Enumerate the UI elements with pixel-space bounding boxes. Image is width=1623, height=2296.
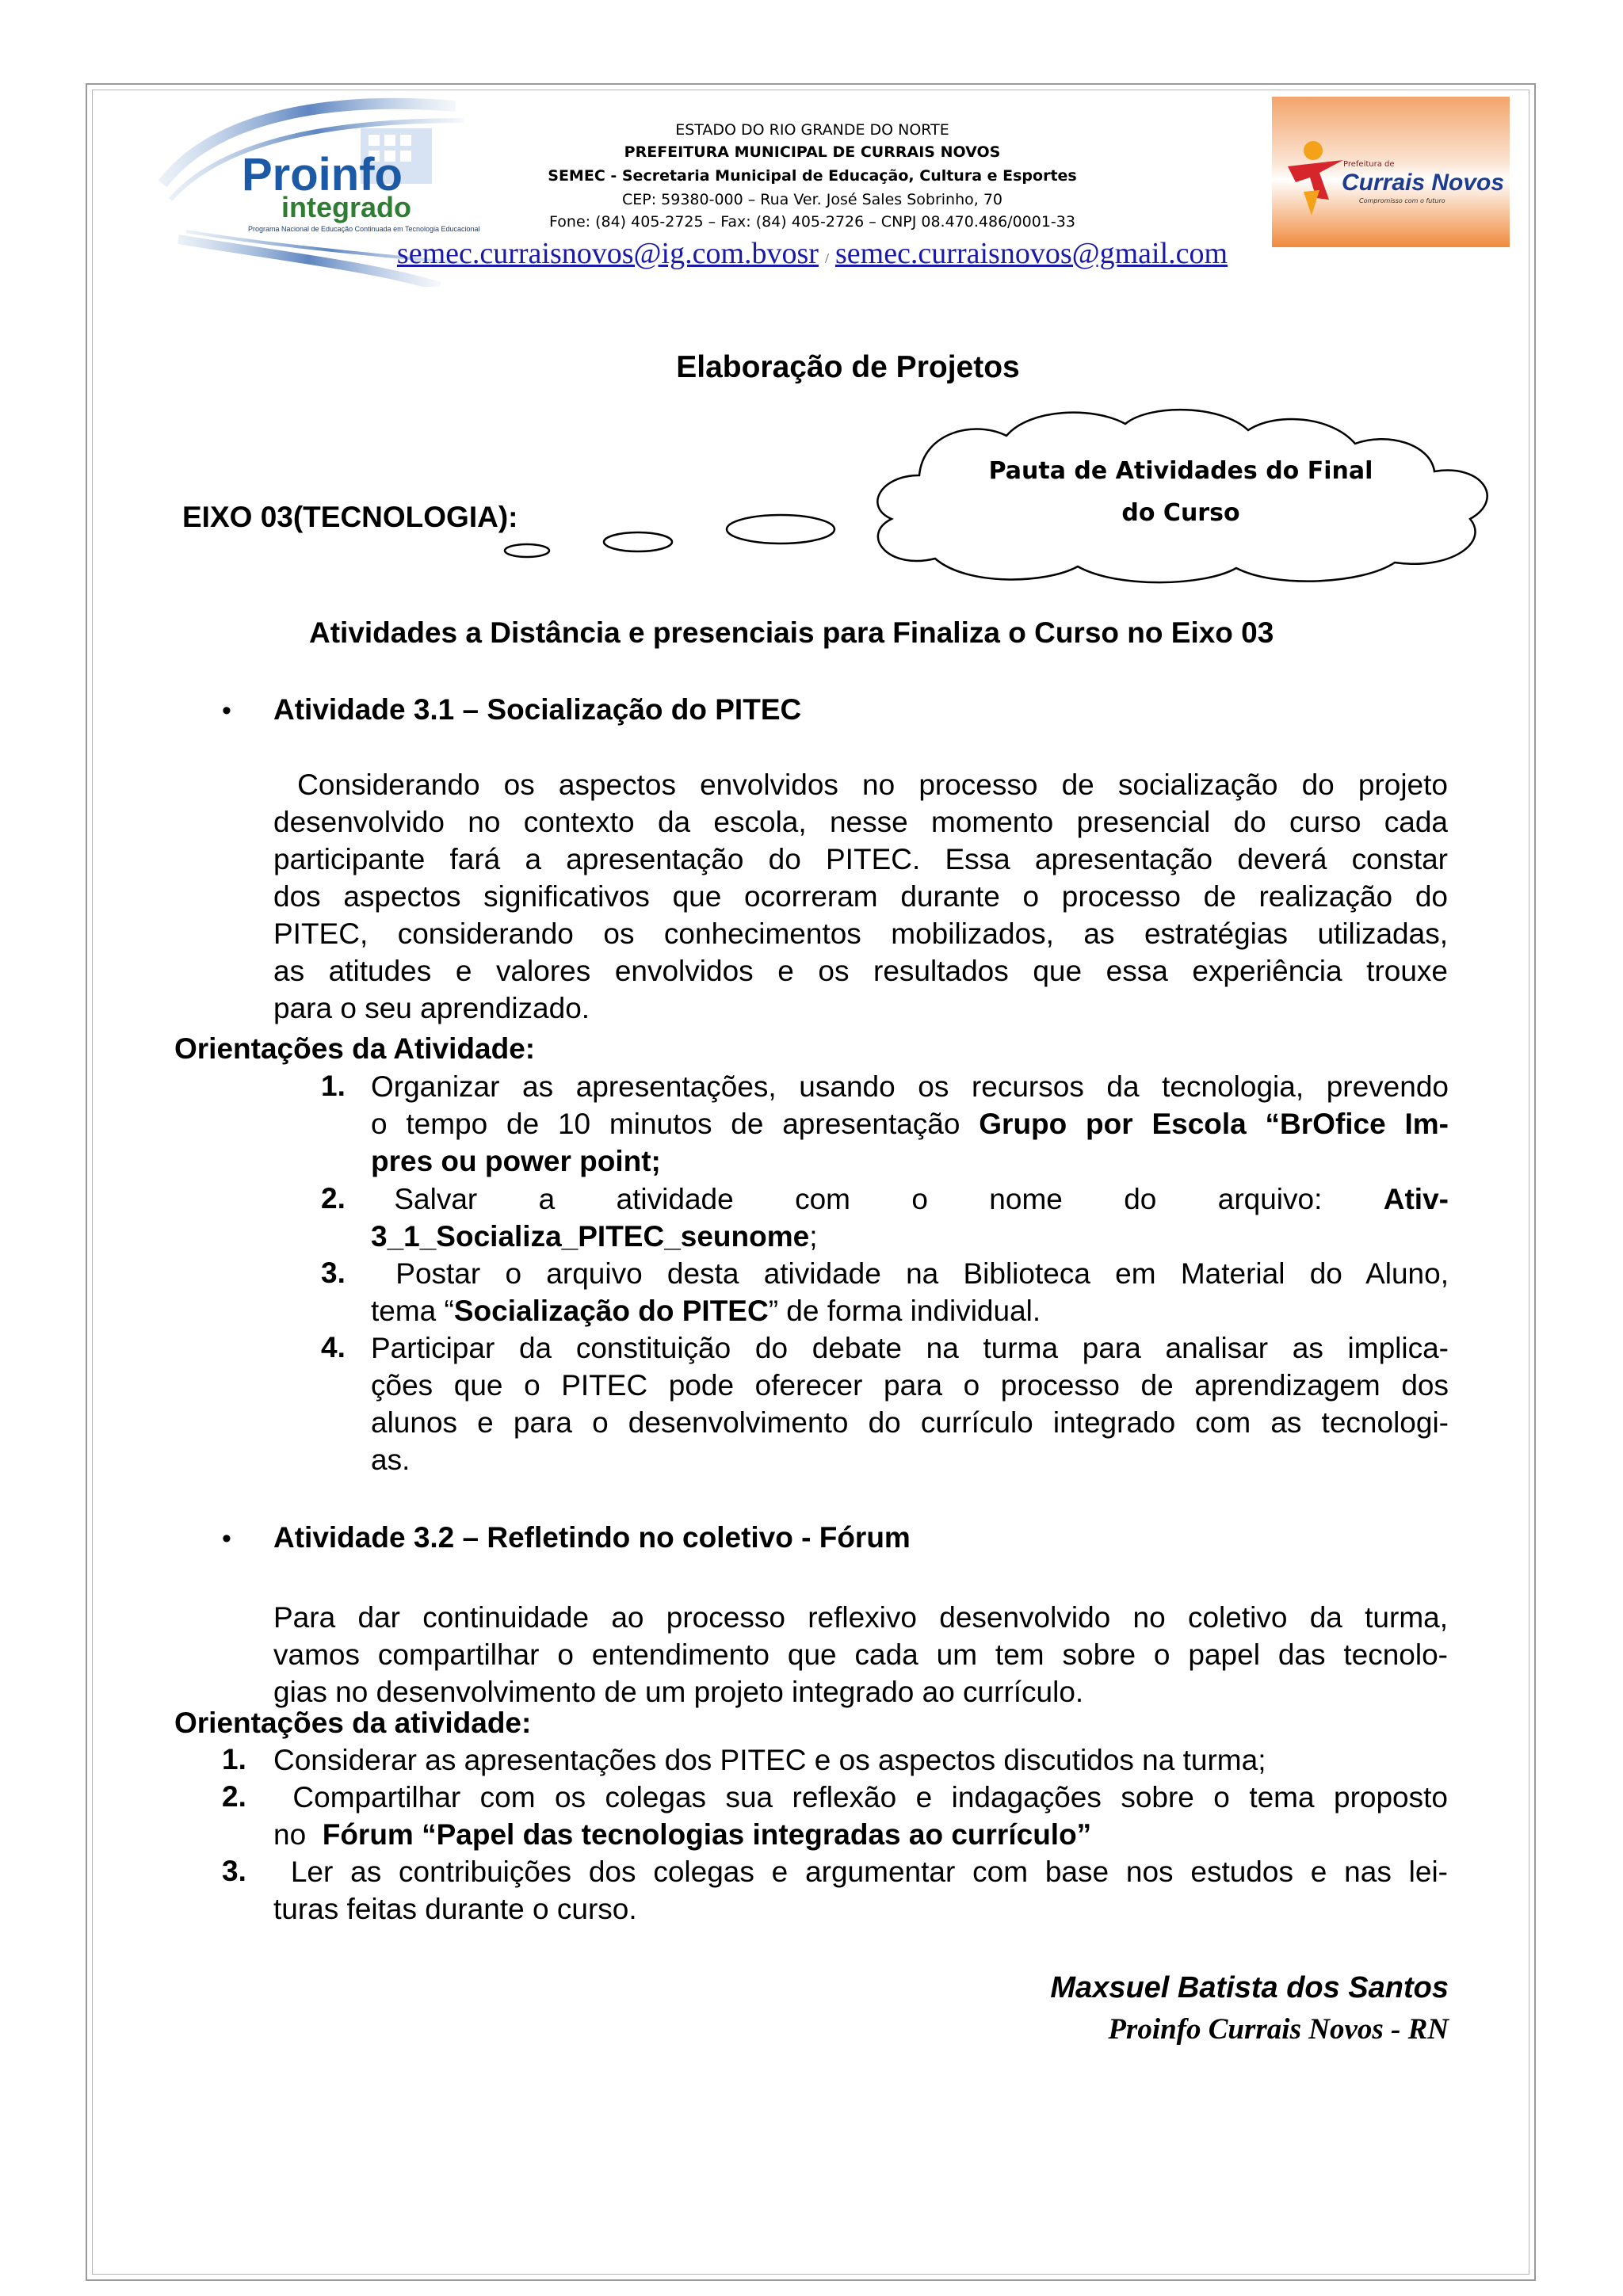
- act2-item-2: Compartilhar com os colegas sua reflexão e indagações sobre o tema proposto no Fórum “Papel das tecnologias integradas ao currículo”: [273, 1781, 1448, 1851]
- paragraph-line: gias no desenvolvimento de um projeto integrado ao currículo.: [273, 1676, 1084, 1708]
- activity-3-1-title: Atividade 3.1 – Socialização do PITEC: [273, 693, 802, 726]
- currais-logo-slogan: Compromisso com o futuro: [1359, 197, 1445, 204]
- activity-3-2-title: Atividade 3.2 – Refletindo no coletivo - Fórum: [273, 1521, 911, 1554]
- act1-item-2: Salvar a atividade com o nome do arquivo: Ativ- 3_1_Socializa_PITEC_seunome;: [371, 1183, 1449, 1253]
- cloud-line-2: do Curso: [1121, 499, 1240, 527]
- item-number: 3.: [321, 1257, 346, 1289]
- thought-bubble-medium: [598, 526, 678, 558]
- paragraph-line: desenvolvido no contexto da escola, nesse momento presencial do curso cada: [273, 806, 1448, 838]
- act1-item-3: Postar o arquivo desta atividade na Biblioteca em Material do Aluno, tema “Socialização do PITEC” de forma individual.: [371, 1257, 1449, 1327]
- orientations-heading-2: Orientações da atividade:: [174, 1707, 532, 1739]
- paragraph-line: para o seu aprendizado.: [273, 992, 590, 1024]
- signature-name: Maxsuel Batista dos Santos: [1050, 1971, 1449, 2004]
- page-title: Elaboração de Projetos: [676, 350, 1020, 384]
- paragraph-line: Para dar continuidade ao processo reflexivo desenvolvido no coletivo da turma,: [273, 1601, 1448, 1634]
- paragraph-line: as atitudes e valores envolvidos e os resultados que essa experiência trouxe: [273, 955, 1448, 987]
- thought-bubble-small: [499, 539, 555, 563]
- paragraph-line: dos aspectos significativos que ocorreram durante o processo de realização do: [273, 880, 1448, 913]
- email-link-2[interactable]: semec.curraisnovos@gmail.com: [834, 237, 1228, 270]
- proinfo-logo-caption: Programa Nacional de Educação Continuada em Tecnologia Educacional: [248, 225, 480, 233]
- signature-org: Proinfo Currais Novos - RN: [1108, 2013, 1449, 2046]
- cloud-line-1: Pauta de Atividades do Final: [988, 457, 1373, 485]
- paragraph-line: PITEC, considerando os conhecimentos mobilizados, as estratégias utilizadas,: [273, 917, 1448, 950]
- item-number: 1.: [321, 1070, 346, 1102]
- activity-3-1-paragraph: [273, 766, 1448, 1027]
- header-secretaria: SEMEC - Secretaria Municipal de Educação, Cultura e Esportes: [548, 167, 1077, 185]
- item-number: 2.: [222, 1780, 246, 1813]
- orientations-heading-1: Orientações da Atividade:: [174, 1032, 536, 1065]
- cloud-text: [935, 450, 1426, 534]
- proinfo-logo-text: Proinfo: [242, 149, 403, 200]
- act2-item-1: Considerar as apresentações dos PITEC e os aspectos discutidos na turma;: [273, 1744, 1266, 1776]
- header-phone: Fone: (84) 405-2725 – Fax: (84) 405-2726 – CNPJ 08.470.486/0001-33: [549, 213, 1075, 231]
- item-number: 1.: [222, 1743, 246, 1775]
- item-number: 3.: [222, 1855, 246, 1887]
- item-number: 2.: [321, 1182, 346, 1215]
- act1-item-4: Participar da constituição do debate na turma para analisar as implica- ções que o PITEC pode oferecer para o processo de aprendizagem dos alunos e para o desenvolvimento do currículo integrado com as tecnologi- as.: [371, 1332, 1449, 1476]
- paragraph-line: vamos compartilhar o entendimento que cada um tem sobre o papel das tecnolo-: [273, 1638, 1448, 1671]
- act2-item-3: Ler as contribuições dos colegas e argumentar com base nos estudos e nas lei- turas feitas durante o curso.: [273, 1855, 1448, 1925]
- header-state: ESTADO DO RIO GRANDE DO NORTE: [675, 121, 949, 139]
- email-link-1[interactable]: semec.curraisnovos@ig.com.bvosr: [396, 237, 819, 270]
- header-emails: [238, 236, 1387, 271]
- act1-item-1: Organizar as apresentações, usando os recursos da tecnologia, prevendo o tempo de 10 minutos de apresentação Grupo por Escola “BrOfice Im- pres ou power point;: [371, 1070, 1449, 1177]
- header-address: CEP: 59380-000 – Rua Ver. José Sales Sobrinho, 70: [621, 191, 1002, 208]
- eixo-heading: EIXO 03(TECNOLOGIA):: [182, 501, 518, 533]
- section-subtitle: Atividades a Distância e presenciais para Finaliza o Curso no Eixo 03: [309, 616, 1274, 649]
- thought-bubble-large: [721, 509, 840, 549]
- currais-logo-text: Currais Novos: [1342, 170, 1505, 196]
- bullet-1: •: [222, 696, 231, 726]
- activity-3-2-paragraph: [273, 1599, 1448, 1711]
- header-prefeitura: PREFEITURA MUNICIPAL DE CURRAIS NOVOS: [624, 143, 1001, 161]
- proinfo-logo-sub: integrado: [281, 191, 412, 223]
- paragraph-line: Considerando os aspectos envolvidos no processo de socialização do projeto: [273, 769, 1448, 801]
- email-separator: /: [824, 250, 829, 266]
- currais-novos-logo: [1272, 97, 1510, 247]
- currais-logo-small: Prefeitura de: [1343, 160, 1395, 169]
- paragraph-line: participante fará a apresentação do PITEC. Essa apresentação deverá constar: [273, 843, 1448, 875]
- item-number: 4.: [321, 1331, 346, 1363]
- bullet-2: •: [222, 1524, 231, 1554]
